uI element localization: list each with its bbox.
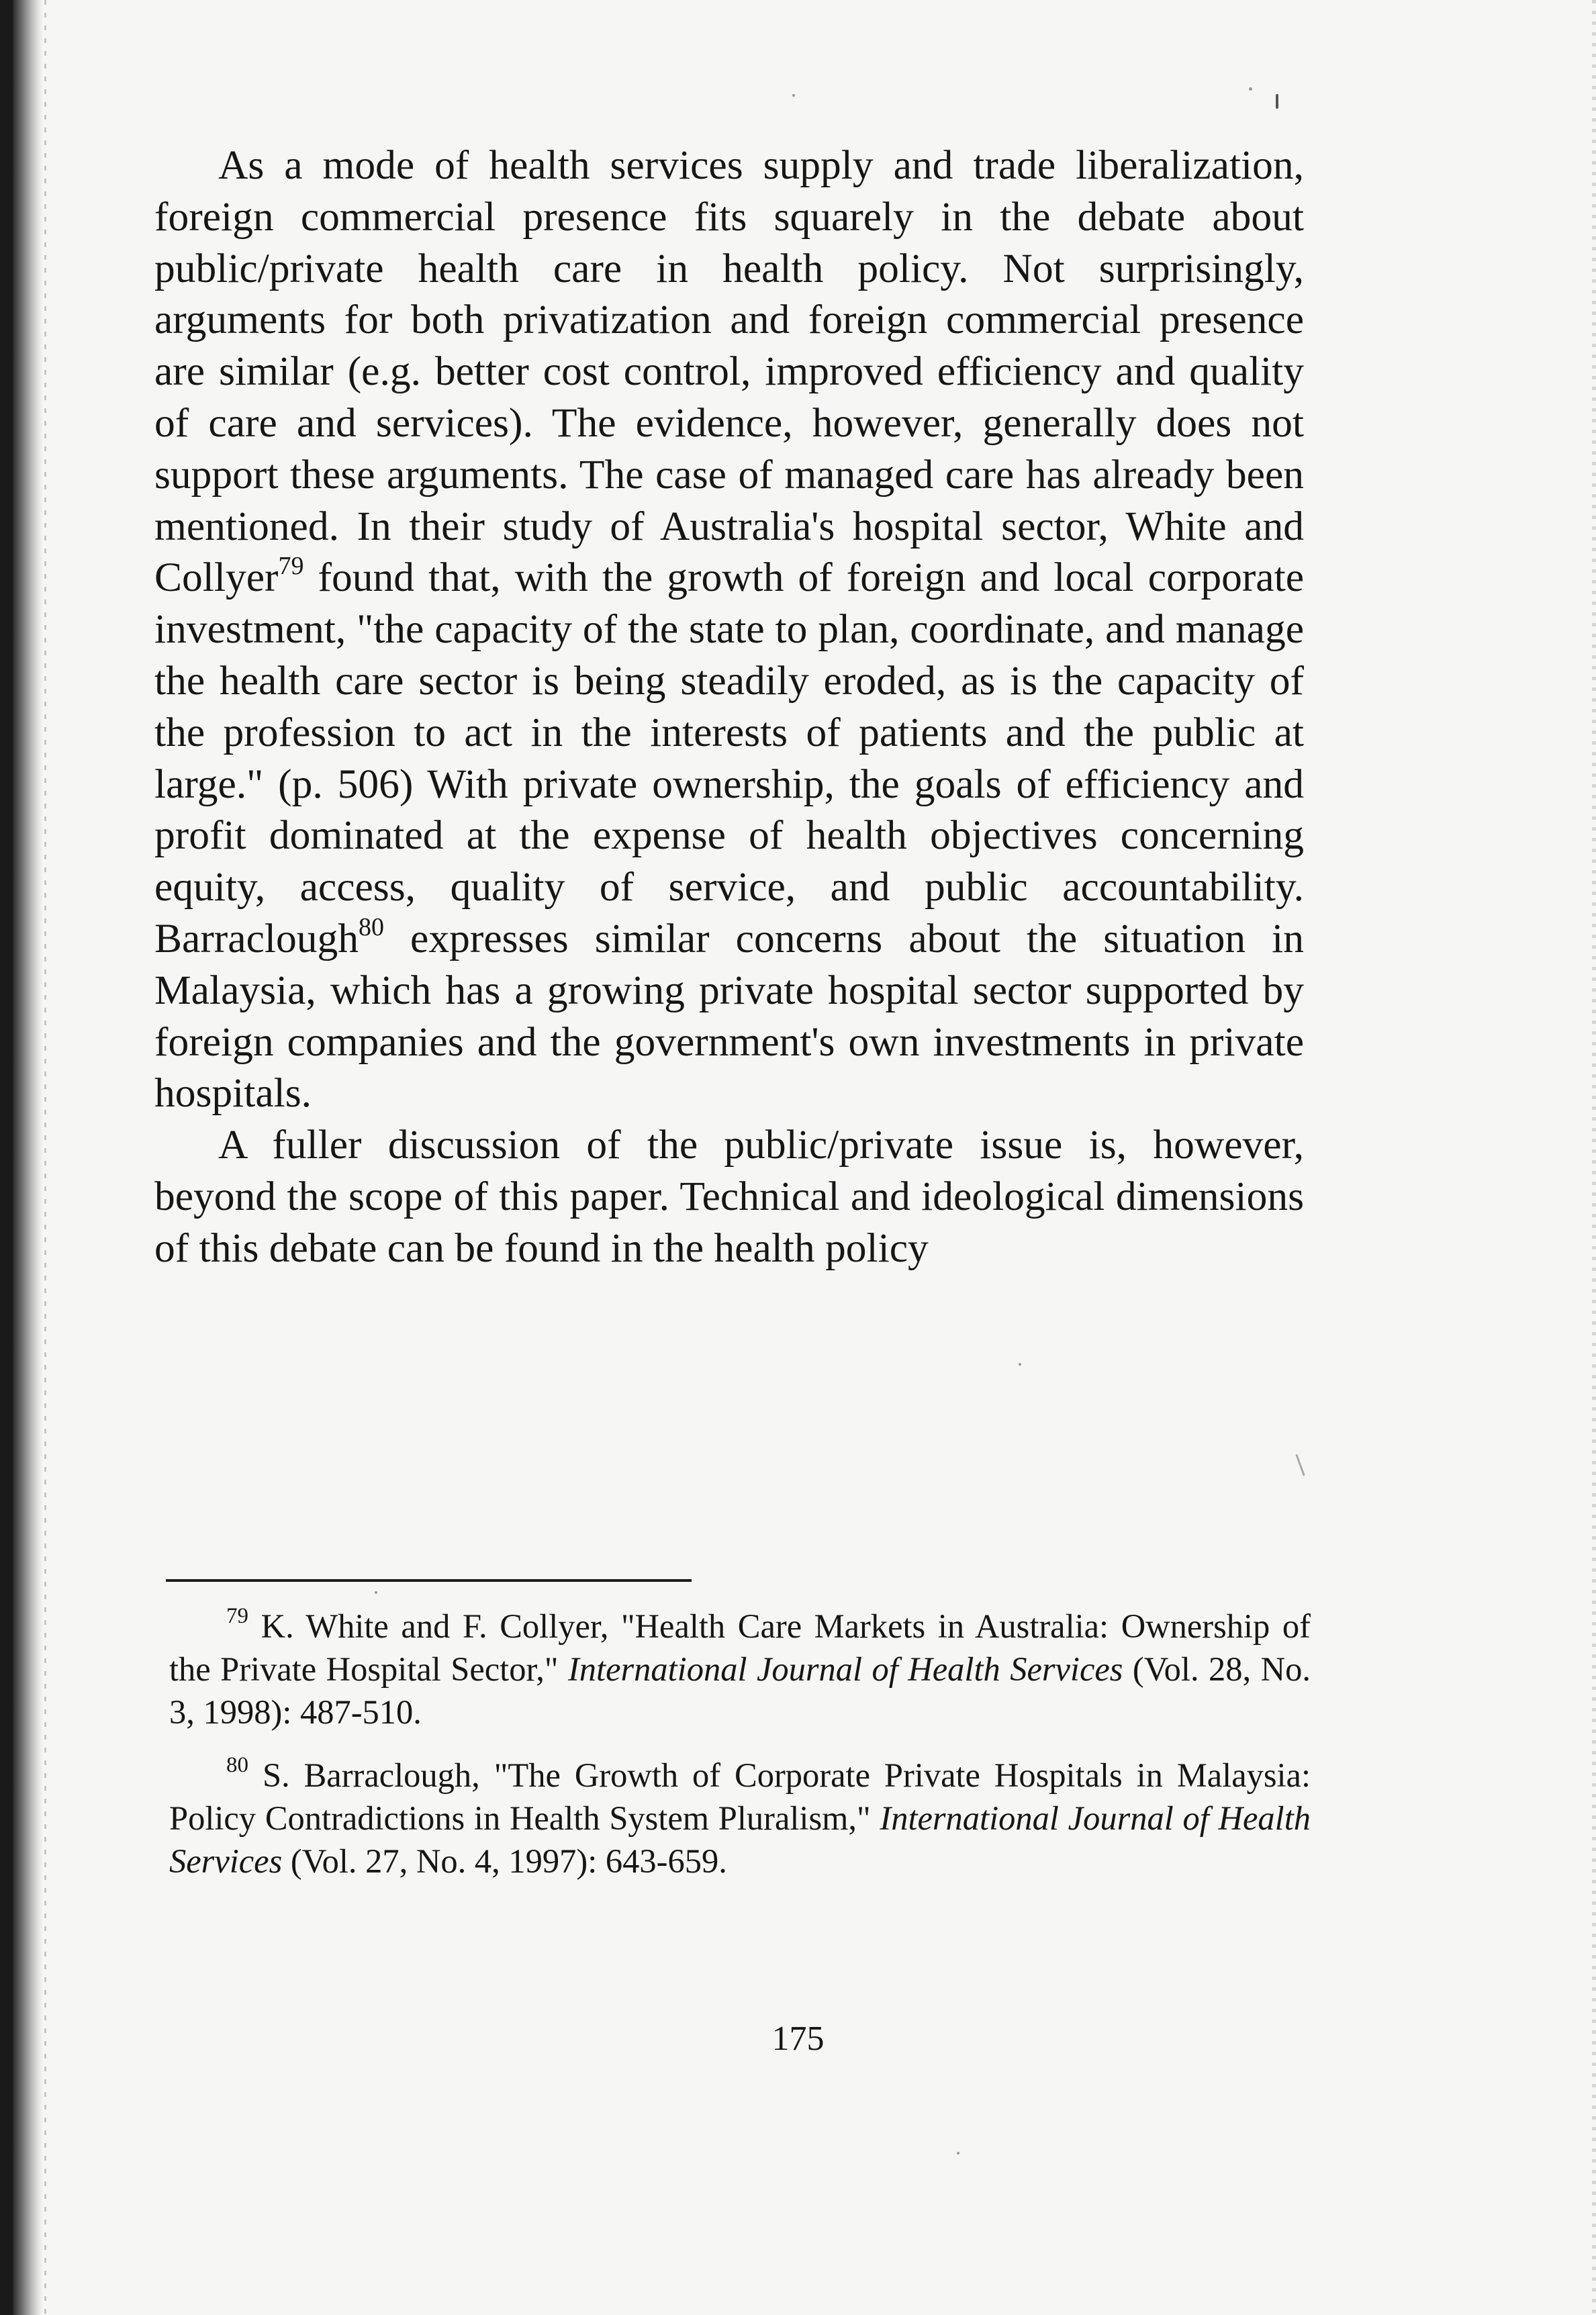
scan-speck (957, 2152, 959, 2155)
main-text (154, 140, 1304, 1274)
footnote-reference: 80 (358, 912, 384, 941)
paragraph-text: A fuller discussion of the public/private issue is, however, beyond the scope of this paper. Technical and ideological dimensions of this debate can be found in the health policy (154, 1122, 1304, 1271)
footnotes (169, 1605, 1311, 1903)
footnote (169, 1605, 1311, 1734)
scan-speck (375, 1591, 377, 1594)
paragraph-text: As a mode of health services supply and trade liberalization, foreign commercial presence fits squarely in the debate about public/private health care in health policy. Not surprisingly, arguments for both privatization and foreign commercial presence are similar (e.g. better cost control, improved efficiency and quality of care and services). The evidence, however, generally does not support these arguments. The case of managed care has already been mentioned. In their study of Australia's hospital sector, White and Collyer (154, 142, 1304, 601)
scan-mark (1276, 94, 1278, 109)
footnote-text: S. Barraclough, "The Growth of Corporate Private Hospitals in Malaysia: Policy Contradictions in Health System Pluralism," (169, 1756, 1311, 1837)
footnote-text: K. White and F. Collyer, "Health Care Markets in Australia: Ownership of the Private Hospital Sector," (169, 1607, 1311, 1688)
body-paragraph (154, 140, 1304, 1119)
scan-speck (1249, 87, 1252, 91)
page-number: 175 (771, 2020, 825, 2058)
footnote-text: (Vol. 28, No. 3, 1998): 487-510. (169, 1650, 1311, 1731)
page-edge (1592, 0, 1596, 2315)
binding-shadow (0, 0, 43, 2315)
scan-speck (792, 94, 795, 97)
body-paragraph (154, 1119, 1304, 1274)
footnote-marker: 79 (226, 1604, 248, 1628)
journal-title: International Journal of Health Services (169, 1799, 1311, 1880)
scan-mark (1295, 1454, 1305, 1476)
footnote-marker: 80 (226, 1753, 248, 1777)
scan-speck (1019, 1363, 1021, 1366)
journal-title: International Journal of Health Services (567, 1650, 1123, 1688)
footnote-text: (Vol. 27, No. 4, 1997): 643-659. (282, 1842, 727, 1880)
paragraph-text: expresses similar concerns about the situation in Malaysia, which has a growing private hospital sector supported by foreign companies and the government's own investments in private hospitals. (154, 915, 1304, 1117)
footnote (169, 1754, 1311, 1883)
paragraph-text: found that, with the growth of foreign and local corporate investment, "the capacity of the state to plan, coordinate, and manage the health care sector is being steadily eroded, as is the capacity of the profession to act in the interests of patients and the public at large." (p. 506) With private ownership, the goals of efficiency and profit dominated at the expense of health objectives concerning equity, access, quality of service, and public accountability. Barraclough (154, 555, 1304, 961)
footnote-separator (166, 1579, 692, 1582)
footnote-reference: 79 (278, 552, 304, 581)
